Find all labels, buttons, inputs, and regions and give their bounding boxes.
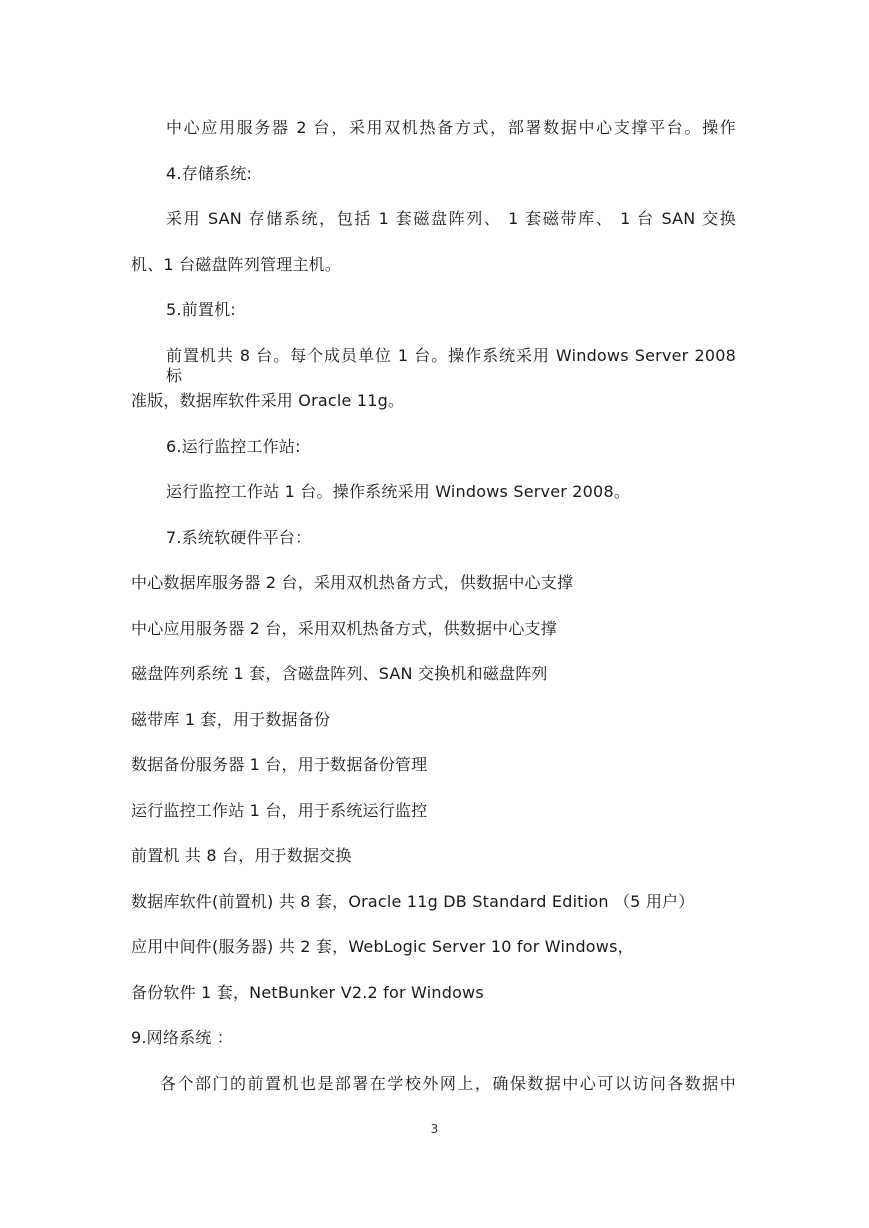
heading-monitoring-workstation: 6.运行监控工作站: — [166, 437, 301, 456]
paragraph-network: 各个部门的前置机也是部署在学校外网上，确保数据中心可以访问各数据中 — [160, 1074, 736, 1093]
list-item: 备份软件 1 套，NetBunker V2.2 for Windows — [131, 983, 484, 1002]
list-item: 中心应用服务器 2 台，采用双机热备方式，供数据中心支撑 — [131, 619, 557, 638]
heading-network-system: 9.网络系统 ： — [131, 1028, 233, 1047]
list-item: 中心数据库服务器 2 台，采用双机热备方式，供数据中心支撑 — [131, 573, 574, 592]
list-item: 前置机 共 8 台，用于数据交换 — [131, 846, 352, 865]
heading-front-end: 5.前置机: — [166, 300, 236, 319]
paragraph-storage-line1: 采用 SAN 存储系统，包括 1 套磁盘阵列、 1 套磁带库、 1 台 SAN 交换 — [166, 209, 736, 228]
list-item: 数据备份服务器 1 台，用于数据备份管理 — [131, 755, 428, 774]
list-item: 磁带库 1 套，用于数据备份 — [131, 710, 331, 729]
heading-storage-system: 4.存储系统: — [166, 164, 253, 183]
paragraph-monitoring-workstation: 运行监控工作站 1 台。操作系统采用 Windows Server 2008。 — [166, 482, 631, 501]
paragraph-app-server: 中心应用服务器 2 台，采用双机热备方式，部署数据中心支撑平台。操作 — [166, 118, 736, 137]
list-item: 数据库软件(前置机) 共 8 套，Oracle 11g DB Standard Edition （5 用户） — [131, 892, 695, 911]
heading-platform: 7.系统软硬件平台： — [166, 528, 312, 547]
page-number: 3 — [430, 1122, 439, 1136]
paragraph-front-end-line2: 准版，数据库软件采用 Oracle 11g。 — [131, 391, 405, 410]
list-item: 运行监控工作站 1 台，用于系统运行监控 — [131, 801, 428, 820]
list-item: 应用中间件(服务器) 共 2 套，WebLogic Server 10 for Windows， — [131, 937, 634, 956]
paragraph-front-end-line1: 前置机共 8 台。每个成员单位 1 台。操作系统采用 Windows Server 2008 标 — [166, 346, 736, 385]
list-item: 磁盘阵列系统 1 套，含磁盘阵列、SAN 交换机和磁盘阵列 — [131, 664, 548, 683]
paragraph-storage-line2: 机、1 台磁盘阵列管理主机。 — [131, 255, 342, 274]
